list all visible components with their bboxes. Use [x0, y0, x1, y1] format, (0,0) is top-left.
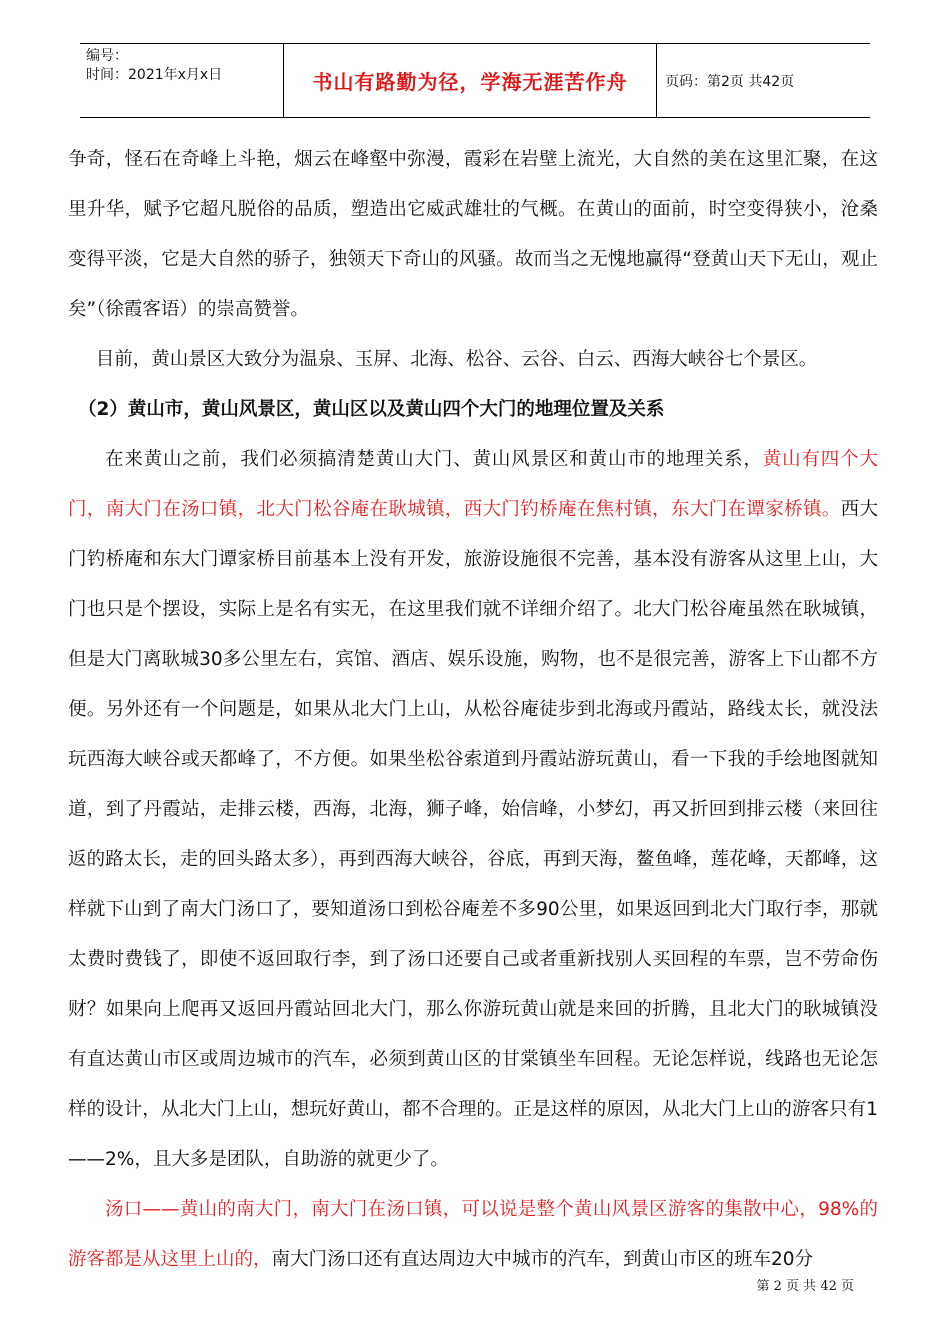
- paragraph-3-body: 西大门钓桥庵和东大门谭家桥目前基本上没有开发，旅游设施很不完善，基本没有游客从这里上山，大门也只是个摆设，实际上是名有实无，在这里我们就不详细介绍了。北大门松谷庵虽然在耿城镇，但是大门离耿城30多公里左右，宾馆、酒店、娱乐设施，购物，也不是很完善，游客上下山都不方便。另外还有一个问题是，如果从北大门上山，从松谷庵徒步到北海或丹霞站，路线太长，就没法玩西海大峡谷或天都峰了，不方便。如果坐松谷索道到丹霞站游玩黄山，看一下我的手绘地图就知道，到了丹霞站，走排云楼，西海，北海，狮子峰，始信峰，小梦幻，再又折回到排云楼（来回往返的路太长，走的回头路太多），再到西海大峡谷，谷底，再到天海，鳌鱼峰，莲花峰，天都峰，这样就下山到了南大门汤口了，要知道汤口到松谷庵差不多90公里，如果返回到北大门取行李，那就太费时费钱了，即使不返回取行李，到了汤口还要自己或者重新找别人买回程的车票，岂不劳命伤财？如果向上爬再又返回丹霞站回北大门，那么你游玩黄山就是来回的折腾，且北大门的耿城镇没有直达黄山市区或周边城市的汽车，必须到黄山区的甘棠镇坐车回程。无论怎样说，线路也无论怎样的设计，从北大门上山，想玩好黄山，都不合理的。正是这样的原因，从北大门上山的游客只有1——2%，且大多是团队，自助游的就更少了。: [68, 499, 878, 1170]
- paragraph-2: 目前，黄山景区大致分为温泉、玉屏、北海、松谷、云谷、白云、西海大峡谷七个景区。: [95, 349, 818, 370]
- document-body: [68, 135, 878, 1285]
- paragraph-3: [68, 435, 878, 1185]
- section-heading: （2）黄山市，黄山风景区，黄山区以及黄山四个大门的地理位置及关系: [78, 399, 665, 420]
- paragraph-1: 争奇，怪石在奇峰上斗艳，烟云在峰壑中弥漫，霞彩在岩壁上流光，大自然的美在这里汇聚，在这里升华，赋予它超凡脱俗的品质，塑造出它威武雄壮的气概。在黄山的面前，时空变得狭小，沧桑变得平淡，它是大自然的骄子，独领天下奇山的风骚。故而当之无愧地赢得“登黄山天下无山，观止矣”（徐霞客语）的崇高赞誉。: [68, 149, 878, 320]
- page-header: [80, 43, 870, 118]
- paragraph-4: [68, 1185, 878, 1285]
- number-label: 编号：: [86, 48, 128, 64]
- header-page-info: 页码：第2页 共42页: [665, 73, 795, 90]
- page-footer: 第 2 页 共 42 页: [756, 1279, 854, 1294]
- header-meta: [80, 44, 283, 117]
- paragraph-3-intro: 在来黄山之前，我们必须搞清楚黄山大门、黄山风景区和黄山市的地理关系，: [105, 449, 763, 470]
- header-motto: 书山有路勤为径，学海无涯苦作舟: [283, 44, 657, 117]
- paragraph-4-highlight: 汤口——黄山的南大门，南大门在汤口镇，可以说是整个黄山风景区游客的集散中心，98%的游客都是从这里上山的，: [68, 1199, 878, 1270]
- paragraph-3-highlight: 黄山有四个大门，南大门在汤口镇，北大门松谷庵在耿城镇，西大门钓桥庵在焦村镇，东大门在谭家桥镇。: [68, 449, 878, 520]
- paragraph-4-body: 南大门汤口还有直达周边大中城市的汽车，到黄山市区的班车20分: [271, 1249, 814, 1270]
- time-label: 时间：2021年x月x日: [86, 67, 223, 83]
